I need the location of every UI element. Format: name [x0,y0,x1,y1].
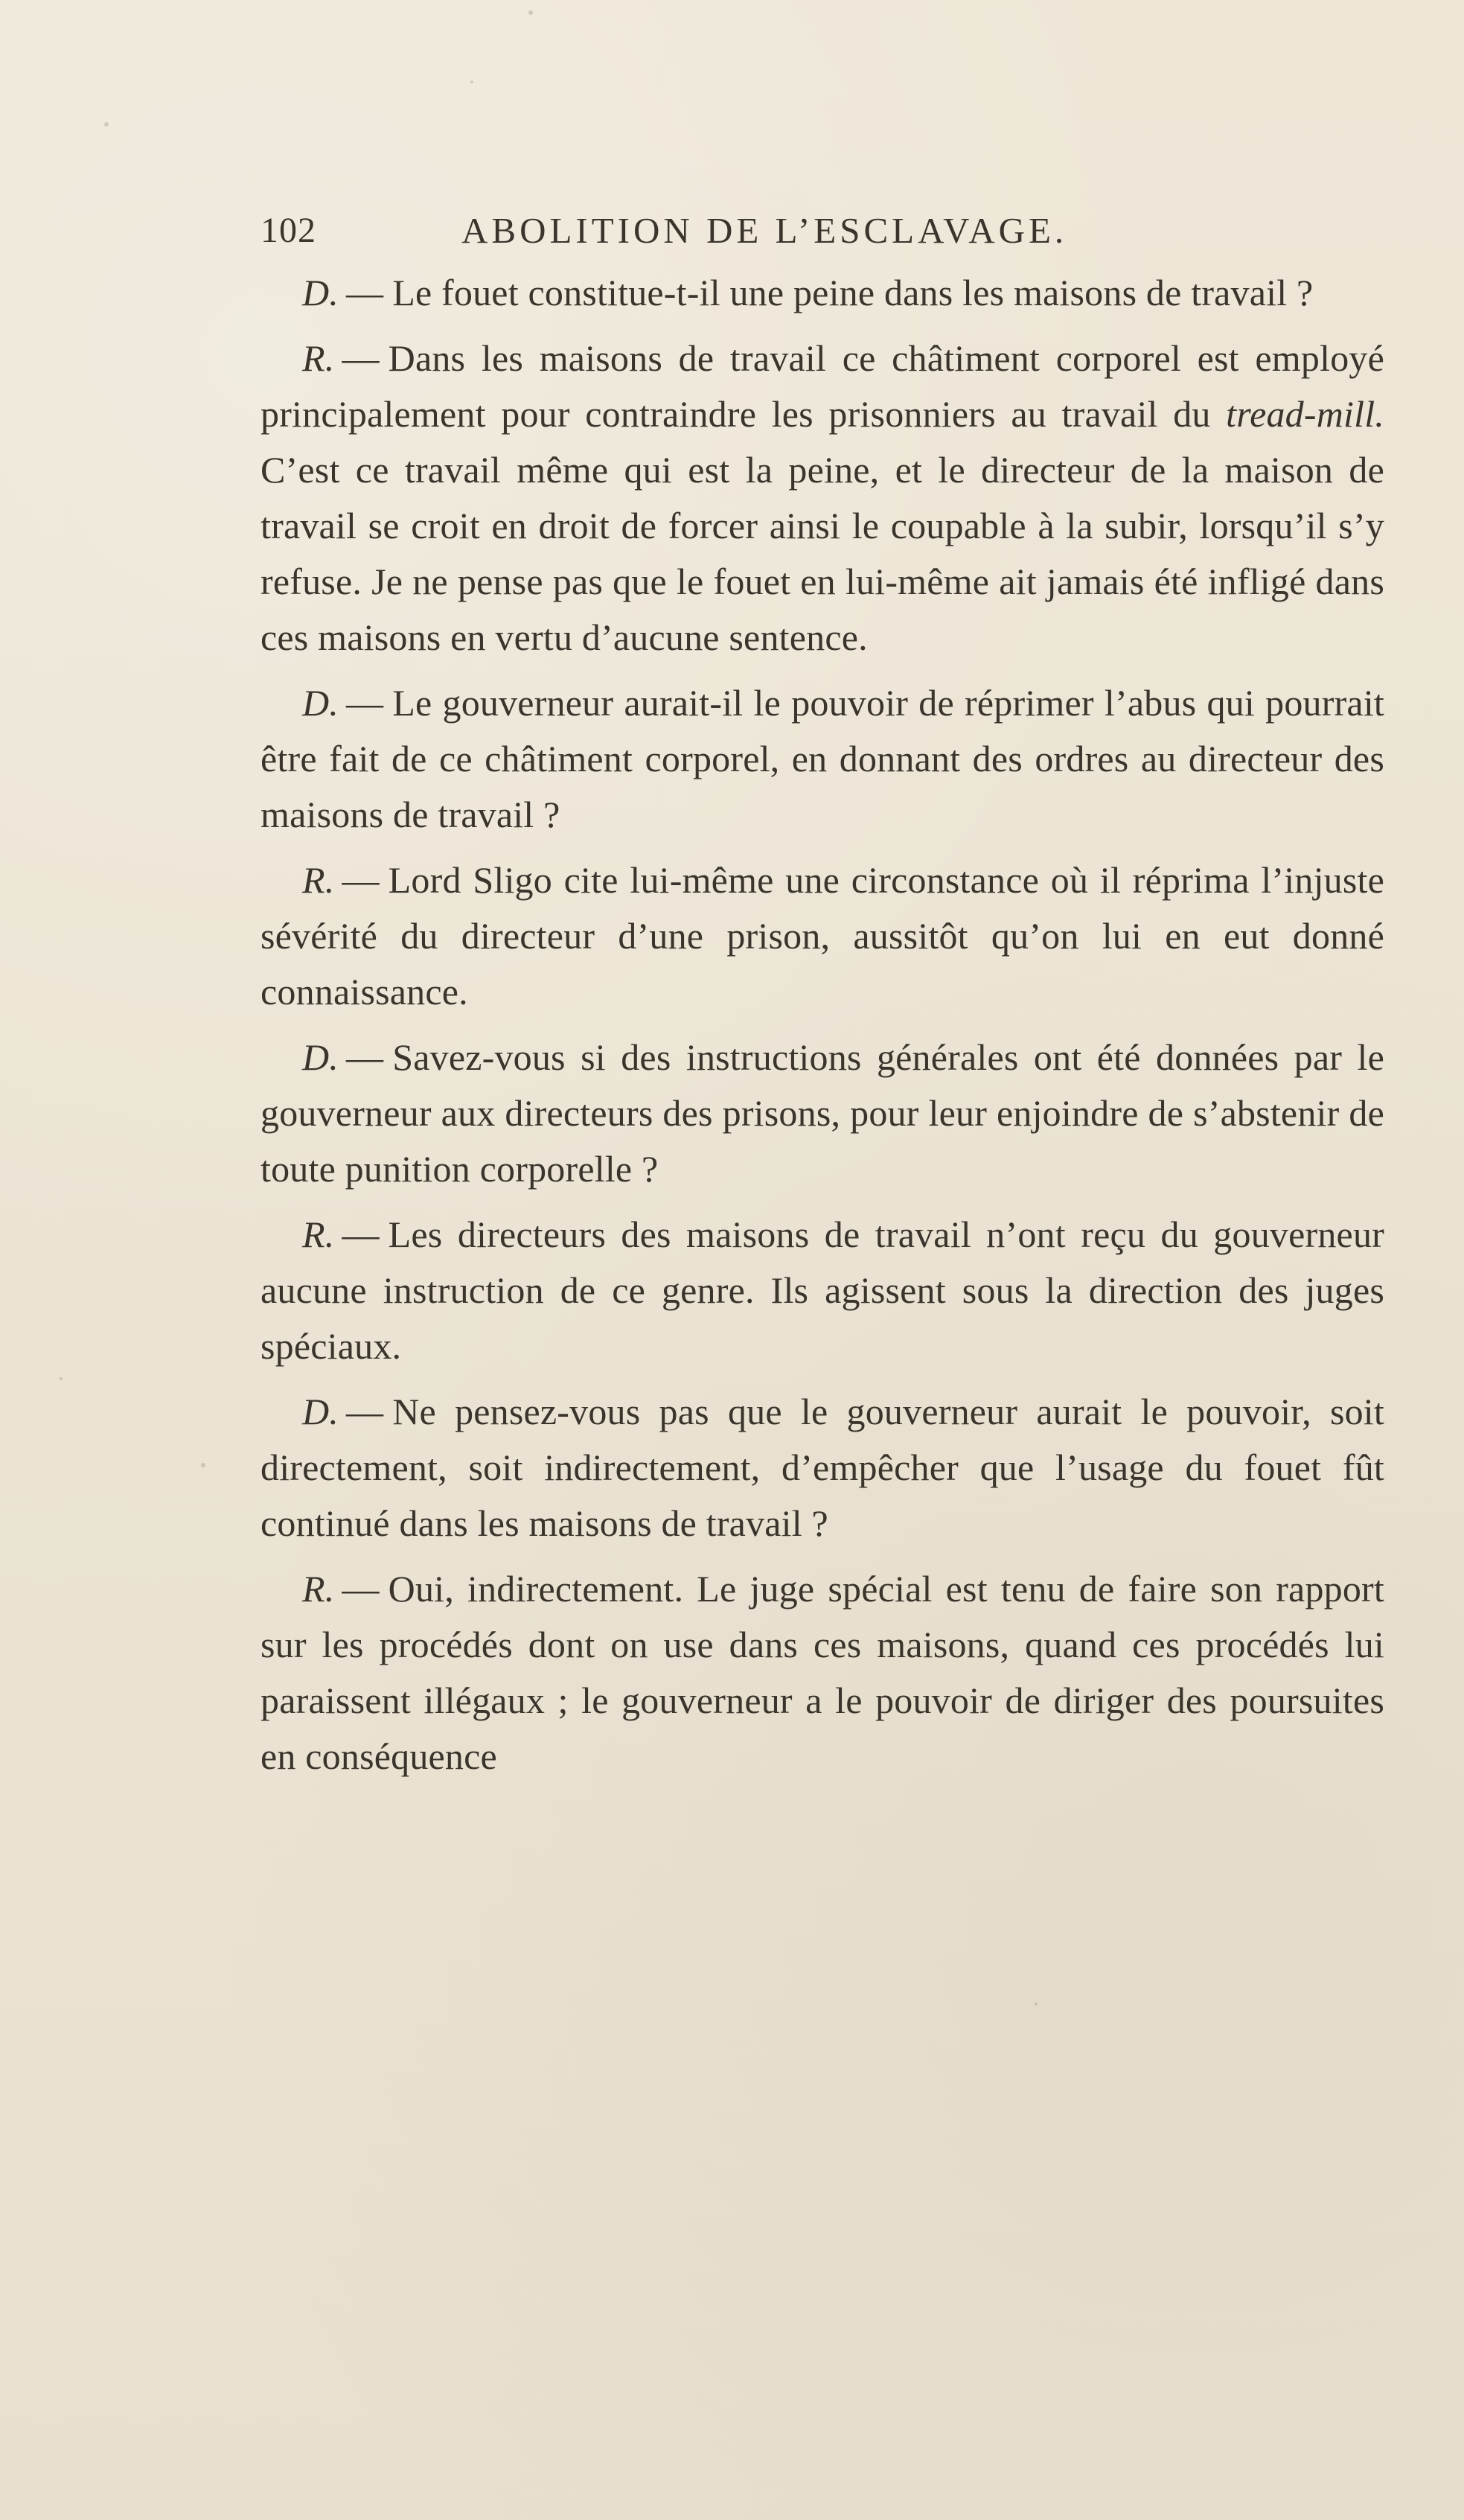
dialogue-paragraph [260,265,1384,321]
dialogue-dash: — [342,337,380,379]
dialogue-dash: — [342,859,380,901]
dialogue-paragraph [260,852,1384,1020]
speaker-label: D. [302,682,339,724]
paragraph-text: Dans les maisons de travail ce châtiment corporel est employé principalement pour contraindre les prisonniers au travail du [260,337,1384,435]
dialogue-paragraph [260,1384,1384,1551]
paper-speck [470,80,473,83]
speaker-label: D. [302,1036,339,1078]
paragraph-text: Le gouverneur aurait-il le pouvoir de réprimer l’abus qui pourrait être fait de ce châtiment corporel, en donnant des ordres au directeur des maisons de travail ? [260,682,1384,835]
paragraph-text: Les directeurs des maisons de travail n’ont reçu du gouverneur aucune instruction de ce genre. Ils agissent sous la direction des juges spéciaux. [260,1213,1384,1367]
italic-term: tread-mill. [1226,393,1384,435]
speaker-label: R. [302,1213,335,1255]
running-title: ABOLITION DE L’ESCLAVAGE. [461,210,1068,251]
dialogue-dash: — [346,272,384,313]
speaker-label: D. [302,1391,339,1432]
paragraph-text: Lord Sligo cite lui-même une circonstance où il réprima l’injuste sévérité du directeur d’une prison, aussitôt qu’on lui en eut donné connaissance. [260,859,1384,1012]
dialogue-paragraph [260,675,1384,843]
paragraph-text: Oui, indirectement. Le juge spécial est tenu de faire son rapport sur les procédés dont on use dans ces maisons, quand ces procédés lui paraissent illégaux ; le gouverneur a le pouvoir de diriger des poursuites en conséquence [260,1568,1384,1777]
dialogue-dash: — [342,1213,380,1255]
dialogue-dash: — [346,1391,384,1432]
paragraph-text: Ne pensez-vous pas que le gouverneur aurait le pouvoir, soit directement, soit indirectement, d’empêcher que l’usage du fouet fût continué dans les maisons de travail ? [260,1391,1384,1544]
speaker-label: R. [302,337,335,379]
paper-speck [528,10,533,15]
paper-speck [1035,2003,1038,2006]
paragraph-text: C’est ce travail même qui est la peine, et le directeur de la maison de travail se croit en droit de forcer ainsi le coupable à la subir, lorsqu’il s’y refuse. Je ne pense pas que le fouet en lui-même ait jamais été infligé dans ces maisons en vertu d’aucune sentence. [260,449,1384,658]
paper-speck [201,1463,205,1467]
page-header [260,201,1317,261]
dialogue-dash: — [342,1568,380,1610]
paragraph-text: Le fouet constitue-t-il une peine dans les maisons de travail ? [392,272,1314,313]
paper-speck [104,122,109,127]
dialogue-paragraph [260,331,1384,666]
speaker-label: R. [302,1568,335,1610]
speaker-label: D. [302,272,339,313]
dialogue-paragraph [260,1561,1384,1784]
dialogue-dash: — [346,682,384,724]
dialogue-dash: — [346,1036,384,1078]
body-text [260,265,1384,1794]
speaker-label: R. [302,859,335,901]
paper-speck [60,1377,63,1380]
paragraph-text: Savez-vous si des instructions générales ont été données par le gouverneur aux directeurs des prisons, pour leur enjoindre de s’abstenir de toute punition corporelle ? [260,1036,1384,1190]
dialogue-paragraph [260,1030,1384,1197]
dialogue-paragraph [260,1207,1384,1374]
page-number: 102 [260,211,316,250]
